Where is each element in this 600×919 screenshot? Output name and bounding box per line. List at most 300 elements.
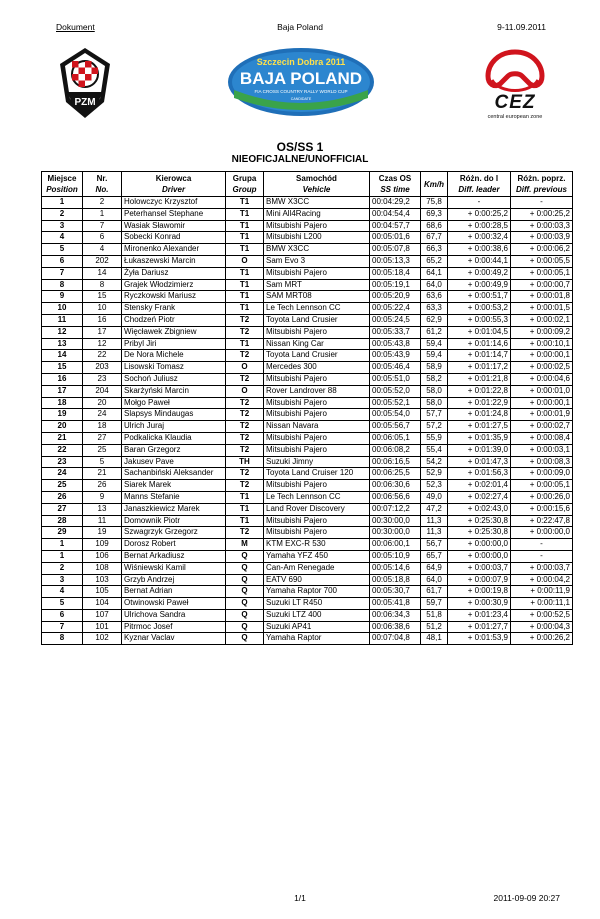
column-header-pl: Różn. poprz. [517, 174, 566, 183]
speed-cell: 58,0 [421, 397, 448, 409]
table-row [42, 621, 573, 633]
vehicle-cell: Yamaha Raptor [264, 633, 370, 645]
number-cell: 22 [83, 350, 122, 362]
baja-logo-main-text: BAJA POLAND [239, 69, 363, 88]
number-cell: 108 [83, 562, 122, 574]
number-cell: 24 [83, 409, 122, 421]
table-row [42, 468, 573, 480]
speed-cell: 66,3 [421, 244, 448, 256]
diff-leader-cell: + 0:00:49,2 [448, 267, 511, 279]
diff-leader-cell: + 0:02:27,4 [448, 491, 511, 503]
position-cell: 22 [42, 444, 83, 456]
diff-previous-cell: + 0:00:00,1 [511, 397, 573, 409]
group-cell: T2 [226, 480, 264, 492]
driver-cell: Sachanbiński Aleksander [122, 468, 226, 480]
driver-cell: Ulrich Juraj [122, 421, 226, 433]
speed-cell: 48,1 [421, 633, 448, 645]
number-cell: 12 [83, 338, 122, 350]
speed-cell: 51,2 [421, 621, 448, 633]
position-cell: 9 [42, 291, 83, 303]
diff-previous-cell: + 0:00:08,4 [511, 432, 573, 444]
event-title: Baja Poland [277, 22, 323, 32]
table-row [42, 609, 573, 621]
diff-leader-cell: + 0:00:03,7 [448, 562, 511, 574]
driver-cell: Pitrmoc Josef [122, 621, 226, 633]
vehicle-cell: Le Tech Lennson CC [264, 303, 370, 315]
diff-previous-cell: + 0:00:05,5 [511, 255, 573, 267]
group-cell: TH [226, 456, 264, 468]
diff-previous-cell: + 0:00:11,1 [511, 598, 573, 610]
time-cell: 00:05:46,4 [370, 362, 421, 374]
diff-leader-cell: + 0:01:23,4 [448, 609, 511, 621]
diff-previous-cell: - [511, 539, 573, 551]
time-cell: 00:06:25,5 [370, 468, 421, 480]
diff-leader-cell: + 0:01:47,3 [448, 456, 511, 468]
pzm-emblem-icon [54, 44, 116, 122]
stage-subtitle: NIEOFICJALNE/UNOFFICIAL [231, 154, 369, 165]
vehicle-cell: Yamaha YFZ 450 [264, 550, 370, 562]
time-cell: 00:05:18,8 [370, 574, 421, 586]
speed-cell: 51,8 [421, 609, 448, 621]
column-header-pl: Grupa [232, 174, 257, 183]
number-cell: 202 [83, 255, 122, 267]
driver-cell: Łukaszewski Marcin [122, 255, 226, 267]
driver-cell: Szwagrzyk Grzegorz [122, 527, 226, 539]
diff-previous-cell: + 0:00:11,9 [511, 586, 573, 598]
vehicle-cell: Yamaha Raptor 700 [264, 586, 370, 598]
table-row [42, 480, 573, 492]
pzm-logo [54, 44, 116, 122]
diff-leader-cell: + 0:00:19,8 [448, 586, 511, 598]
speed-cell: 63,6 [421, 291, 448, 303]
position-cell: 28 [42, 515, 83, 527]
diff-leader-cell: + 0:02:01,4 [448, 480, 511, 492]
group-cell: T1 [226, 515, 264, 527]
group-cell: T2 [226, 373, 264, 385]
baja-logo-top-text: Szczecin Dobra 2011 [256, 57, 346, 67]
column-header-pl: Samochód [296, 174, 337, 183]
speed-cell: 55,9 [421, 432, 448, 444]
group-cell: O [226, 385, 264, 397]
column-header [264, 172, 370, 197]
position-cell: 15 [42, 362, 83, 374]
speed-cell: 58,0 [421, 385, 448, 397]
column-header-pl: Kierowca [155, 174, 192, 183]
number-cell: 101 [83, 621, 122, 633]
diff-previous-cell: + 0:00:02,1 [511, 314, 573, 326]
position-cell: 3 [42, 220, 83, 232]
vehicle-cell: Mercedes 300 [264, 362, 370, 374]
diff-leader-cell: + 0:01:21,8 [448, 373, 511, 385]
diff-leader-cell: + 0:01:27,5 [448, 421, 511, 433]
time-cell: 00:05:52,1 [370, 397, 421, 409]
speed-cell: 59,7 [421, 598, 448, 610]
group-cell: T1 [226, 232, 264, 244]
number-cell: 109 [83, 539, 122, 551]
diff-leader-cell: + 0:00:32,4 [448, 232, 511, 244]
number-cell: 17 [83, 326, 122, 338]
diff-previous-cell: + 0:00:00,7 [511, 279, 573, 291]
vehicle-cell: Mitsubishi Pajero [264, 220, 370, 232]
baja-logo-sub-text: FIA CROSS COUNTRY RALLY WORLD CUP [254, 89, 348, 94]
diff-leader-cell: + 0:00:00,0 [448, 550, 511, 562]
table-row [42, 527, 573, 539]
diff-leader-cell: + 0:00:53,2 [448, 303, 511, 315]
vehicle-cell: Mini All4Racing [264, 208, 370, 220]
group-cell: T1 [226, 303, 264, 315]
table-row [42, 574, 573, 586]
time-cell: 00:06:34,3 [370, 609, 421, 621]
position-cell: 1 [42, 197, 83, 209]
vehicle-cell: Mitsubishi Pajero [264, 432, 370, 444]
driver-cell: Janaszkiewicz Marek [122, 503, 226, 515]
group-cell: T2 [226, 326, 264, 338]
speed-cell: 49,0 [421, 491, 448, 503]
driver-cell: Stensky Frank [122, 303, 226, 315]
diff-previous-cell: + 0:00:01,8 [511, 291, 573, 303]
diff-leader-cell: + 0:00:44,1 [448, 255, 511, 267]
table-row [42, 267, 573, 279]
diff-previous-cell: + 0:00:05,1 [511, 267, 573, 279]
table-row [42, 550, 573, 562]
group-cell: T1 [226, 220, 264, 232]
driver-cell: Jakusev Pave [122, 456, 226, 468]
table-row [42, 303, 573, 315]
number-cell: 204 [83, 385, 122, 397]
cez-emblem-icon [470, 46, 560, 122]
position-cell: 27 [42, 503, 83, 515]
driver-cell: Chodzeń Piotr [122, 314, 226, 326]
time-cell: 00:05:20,9 [370, 291, 421, 303]
results-table [41, 171, 573, 645]
position-cell: 13 [42, 338, 83, 350]
group-cell: Q [226, 586, 264, 598]
column-header-pl: Nr. [96, 174, 108, 183]
driver-cell: Wiśniewski Kamil [122, 562, 226, 574]
column-header [42, 172, 83, 197]
vehicle-cell: Mitsubishi Pajero [264, 527, 370, 539]
time-cell: 00:05:24,5 [370, 314, 421, 326]
vehicle-cell: Mitsubishi Pajero [264, 409, 370, 421]
cez-logo-text: CEZ [494, 92, 536, 113]
diff-previous-cell: + 0:00:03,7 [511, 562, 573, 574]
position-cell: 1 [42, 539, 83, 551]
column-header-en: Driver [161, 185, 186, 194]
number-cell: 19 [83, 527, 122, 539]
table-row [42, 362, 573, 374]
driver-cell: Peterhansel Stephane [122, 208, 226, 220]
vehicle-cell: Rover Landrover 88 [264, 385, 370, 397]
time-cell: 00:06:38,6 [370, 621, 421, 633]
speed-cell: 59,4 [421, 338, 448, 350]
position-cell: 12 [42, 326, 83, 338]
time-cell: 00:05:13,3 [370, 255, 421, 267]
document-label: Dokument [56, 22, 95, 32]
driver-cell: Bernat Adrian [122, 586, 226, 598]
time-cell: 00:07:12,2 [370, 503, 421, 515]
driver-cell: Więcławek Zbigniew [122, 326, 226, 338]
table-row [42, 220, 573, 232]
diff-leader-cell: - [448, 197, 511, 209]
time-cell: 00:05:54,0 [370, 409, 421, 421]
group-cell: T1 [226, 244, 264, 256]
diff-previous-cell: + 0:00:09,2 [511, 326, 573, 338]
group-cell: T1 [226, 503, 264, 515]
diff-previous-cell: + 0:00:09,0 [511, 468, 573, 480]
diff-leader-cell: + 0:02:43,0 [448, 503, 511, 515]
time-cell: 00:06:30,6 [370, 480, 421, 492]
speed-cell: 57,2 [421, 421, 448, 433]
vehicle-cell: BMW X3CC [264, 244, 370, 256]
speed-cell: 64,1 [421, 267, 448, 279]
time-cell: 00:06:16,5 [370, 456, 421, 468]
driver-cell: Sobecki Konrad [122, 232, 226, 244]
column-header-en: Group [232, 185, 257, 194]
column-header [421, 172, 448, 197]
time-cell: 00:06:05,1 [370, 432, 421, 444]
diff-leader-cell: + 0:01:35,9 [448, 432, 511, 444]
vehicle-cell: Mitsubishi Pajero [264, 444, 370, 456]
speed-cell: 65,7 [421, 550, 448, 562]
group-cell: T2 [226, 527, 264, 539]
diff-leader-cell: + 0:01:27,7 [448, 621, 511, 633]
speed-cell: 52,9 [421, 468, 448, 480]
pzm-logo-text: PZM [74, 97, 96, 108]
time-cell: 00:05:10,9 [370, 550, 421, 562]
driver-cell: Ulrichova Sandra [122, 609, 226, 621]
time-cell: 00:06:00,1 [370, 539, 421, 551]
diff-leader-cell: + 0:00:07,9 [448, 574, 511, 586]
table-row [42, 456, 573, 468]
diff-previous-cell: + 0:00:52,5 [511, 609, 573, 621]
speed-cell: 68,6 [421, 220, 448, 232]
diff-leader-cell: + 0:01:22,8 [448, 385, 511, 397]
group-cell: Q [226, 609, 264, 621]
number-cell: 9 [83, 491, 122, 503]
position-cell: 24 [42, 468, 83, 480]
speed-cell: 11,3 [421, 515, 448, 527]
number-cell: 14 [83, 267, 122, 279]
time-cell: 00:05:01,6 [370, 232, 421, 244]
table-row [42, 314, 573, 326]
position-cell: 6 [42, 609, 83, 621]
vehicle-cell: Can-Am Renegade [264, 562, 370, 574]
vehicle-cell: Suzuki AP41 [264, 621, 370, 633]
vehicle-cell: Mitsubishi Pajero [264, 515, 370, 527]
group-cell: Q [226, 574, 264, 586]
position-cell: 5 [42, 244, 83, 256]
diff-previous-cell: + 0:00:26,0 [511, 491, 573, 503]
stage-title: OS/SS 1 [276, 140, 324, 154]
diff-leader-cell: + 0:01:56,3 [448, 468, 511, 480]
number-cell: 8 [83, 279, 122, 291]
table-row [42, 338, 573, 350]
table-row [42, 421, 573, 433]
number-cell: 21 [83, 468, 122, 480]
vehicle-cell: SAM MRT08 [264, 291, 370, 303]
number-cell: 102 [83, 633, 122, 645]
column-header-pl: Miejsce [47, 174, 77, 183]
position-cell: 14 [42, 350, 83, 362]
driver-cell: Kyznar Vaclav [122, 633, 226, 645]
number-cell: 27 [83, 432, 122, 444]
time-cell: 00:05:33,7 [370, 326, 421, 338]
speed-cell: 52,3 [421, 480, 448, 492]
group-cell: Q [226, 550, 264, 562]
table-row [42, 291, 573, 303]
driver-cell: Domownik Piotr [122, 515, 226, 527]
position-cell: 23 [42, 456, 83, 468]
column-header-en: Km/h [424, 179, 444, 189]
number-cell: 23 [83, 373, 122, 385]
speed-cell: 67,7 [421, 232, 448, 244]
baja-logo-sub2-text: CANDIDATE [290, 97, 312, 101]
table-row [42, 409, 573, 421]
diff-previous-cell: + 0:00:02,7 [511, 421, 573, 433]
vehicle-cell: Nissan Navara [264, 421, 370, 433]
table-row [42, 432, 573, 444]
diff-previous-cell: + 0:00:06,2 [511, 244, 573, 256]
vehicle-cell: Mitsubishi Pajero [264, 373, 370, 385]
position-cell: 1 [42, 550, 83, 562]
table-row [42, 373, 573, 385]
vehicle-cell: Toyota Land Crusier [264, 350, 370, 362]
position-cell: 2 [42, 562, 83, 574]
time-cell: 00:05:19,1 [370, 279, 421, 291]
cez-logo [470, 46, 560, 122]
group-cell: T2 [226, 350, 264, 362]
diff-leader-cell: + 0:00:38,6 [448, 244, 511, 256]
page-number: 1/1 [294, 893, 306, 903]
diff-previous-cell: + 0:00:01,0 [511, 385, 573, 397]
diff-previous-cell: + 0:00:26,2 [511, 633, 573, 645]
speed-cell: 62,9 [421, 314, 448, 326]
speed-cell: 56,7 [421, 539, 448, 551]
vehicle-cell: Sam MRT [264, 279, 370, 291]
group-cell: T2 [226, 409, 264, 421]
diff-leader-cell: + 0:01:22,9 [448, 397, 511, 409]
position-cell: 11 [42, 314, 83, 326]
column-header [226, 172, 264, 197]
time-cell: 00:06:08,2 [370, 444, 421, 456]
number-cell: 16 [83, 314, 122, 326]
vehicle-cell: Mitsubishi L200 [264, 232, 370, 244]
time-cell: 00:05:51,0 [370, 373, 421, 385]
column-header [83, 172, 122, 197]
diff-previous-cell: + 0:00:00,0 [511, 527, 573, 539]
time-cell: 00:05:52,0 [370, 385, 421, 397]
print-timestamp: 2011-09-09 20:27 [493, 893, 560, 903]
diff-previous-cell: + 0:00:04,2 [511, 574, 573, 586]
speed-cell: 47,2 [421, 503, 448, 515]
number-cell: 2 [83, 197, 122, 209]
table-row [42, 444, 573, 456]
driver-cell: Pribyl Jiri [122, 338, 226, 350]
driver-cell: Grzyb Andrzej [122, 574, 226, 586]
time-cell: 00:30:00,0 [370, 515, 421, 527]
vehicle-cell: Suzuki LTZ 400 [264, 609, 370, 621]
speed-cell: 64,9 [421, 562, 448, 574]
table-row [42, 633, 573, 645]
number-cell: 1 [83, 208, 122, 220]
table-row [42, 562, 573, 574]
time-cell: 00:06:56,6 [370, 491, 421, 503]
number-cell: 26 [83, 480, 122, 492]
diff-leader-cell: + 0:01:04,5 [448, 326, 511, 338]
driver-cell: Mironenko Alexander [122, 244, 226, 256]
diff-previous-cell: + 0:00:08,3 [511, 456, 573, 468]
position-cell: 5 [42, 598, 83, 610]
speed-cell: 58,2 [421, 373, 448, 385]
column-header-en: Position [46, 185, 78, 194]
group-cell: T1 [226, 279, 264, 291]
number-cell: 107 [83, 609, 122, 621]
driver-cell: De Nora Michele [122, 350, 226, 362]
column-header-pl: Czas OS [378, 174, 412, 183]
number-cell: 203 [83, 362, 122, 374]
group-cell: M [226, 539, 264, 551]
position-cell: 16 [42, 373, 83, 385]
vehicle-cell: Toyota Land Crusier [264, 314, 370, 326]
number-cell: 106 [83, 550, 122, 562]
position-cell: 6 [42, 255, 83, 267]
group-cell: T2 [226, 468, 264, 480]
speed-cell: 75,8 [421, 197, 448, 209]
number-cell: 15 [83, 291, 122, 303]
position-cell: 8 [42, 279, 83, 291]
vehicle-cell: Mitsubishi Pajero [264, 326, 370, 338]
diff-previous-cell: + 0:00:03,1 [511, 444, 573, 456]
diff-previous-cell: + 0:00:03,9 [511, 232, 573, 244]
speed-cell: 64,0 [421, 279, 448, 291]
number-cell: 104 [83, 598, 122, 610]
driver-cell: Siarek Marek [122, 480, 226, 492]
position-cell: 4 [42, 586, 83, 598]
position-cell: 21 [42, 432, 83, 444]
group-cell: T1 [226, 208, 264, 220]
diff-leader-cell: + 0:00:30,9 [448, 598, 511, 610]
table-row [42, 279, 573, 291]
speed-cell: 11,3 [421, 527, 448, 539]
number-cell: 18 [83, 421, 122, 433]
diff-previous-cell: + 0:22:47,8 [511, 515, 573, 527]
number-cell: 6 [83, 232, 122, 244]
time-cell: 00:05:14,6 [370, 562, 421, 574]
event-date: 9-11.09.2011 [497, 22, 546, 32]
time-cell: 00:04:57,7 [370, 220, 421, 232]
vehicle-cell: Suzuki LT R450 [264, 598, 370, 610]
group-cell: T2 [226, 397, 264, 409]
results-body [42, 197, 573, 645]
position-cell: 3 [42, 574, 83, 586]
diff-leader-cell: + 0:00:51,7 [448, 291, 511, 303]
diff-previous-cell: + 0:00:01,9 [511, 409, 573, 421]
driver-cell: Bernat Arkadiusz [122, 550, 226, 562]
table-row [42, 503, 573, 515]
number-cell: 20 [83, 397, 122, 409]
group-cell: T2 [226, 421, 264, 433]
diff-leader-cell: + 0:25:30,8 [448, 527, 511, 539]
group-cell: Q [226, 598, 264, 610]
group-cell: O [226, 362, 264, 374]
driver-cell: Żyła Dariusz [122, 267, 226, 279]
column-header-en: Diff. leader [458, 185, 500, 194]
column-header [511, 172, 573, 197]
number-cell: 105 [83, 586, 122, 598]
time-cell: 00:04:54,4 [370, 208, 421, 220]
driver-cell: Holowczyc Krzysztof [122, 197, 226, 209]
speed-cell: 57,7 [421, 409, 448, 421]
